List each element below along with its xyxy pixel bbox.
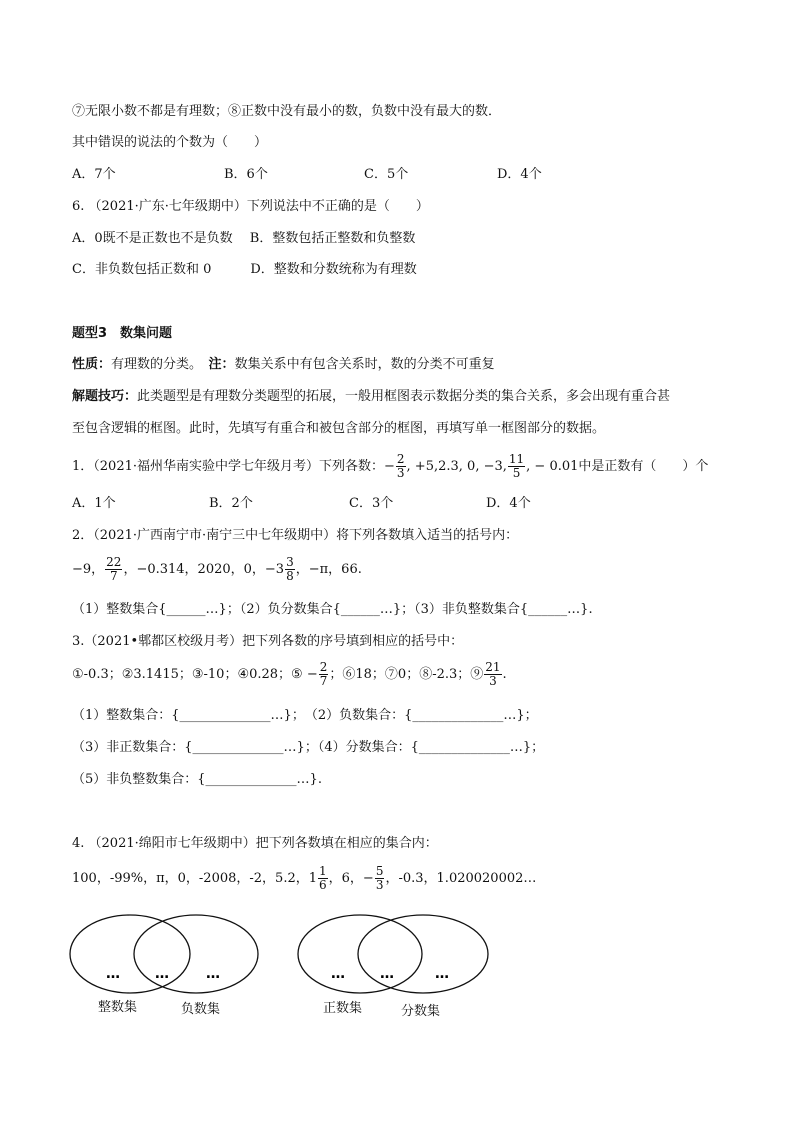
numerator: 5 [375,864,384,878]
positive-set-label: 正数集 [323,1001,363,1016]
items-end: . [502,667,507,682]
question-3-sets-2: （3）非正数集合：{______________…}；（4）分数集合：{______________…}； [72,740,545,755]
question-2: 2．（2021·广西南宁市·南宁三中七年级期中）将下列各数填入适当的括号内： [72,528,519,543]
fraction-3-8 [285,556,295,583]
numerator: 22 [106,555,122,569]
section-title: 题型3 数集问题 [72,326,173,341]
fraction-2-7 [319,661,329,688]
question-1-numbers: , +5,2.3, 0, −3, [406,459,507,474]
property-text: 有理数的分类。 [111,357,196,372]
nums-a: 100，-99%，π，0，-2008，-2，5.2，1 [72,871,318,886]
denominator: 7 [319,674,328,688]
note-text: 数集关系中有包含关系时，数的分类不可重复 [234,357,495,372]
num-a: −9， [72,562,105,577]
option-a: A．7个 [72,167,116,182]
dots-middle: … [155,966,169,982]
dots-right: … [435,966,449,982]
denominator: 3 [396,466,405,480]
fraction-22-7 [105,556,122,583]
numerator: 1 [319,864,327,878]
question-3: 3.（2021•郫都区校级月考）把下列各数的序号填到相应的括号中： [72,634,464,649]
dots-right: … [206,966,220,982]
mixed-fraction-1-6 [318,865,328,892]
fraction-5-3 [375,865,385,892]
fraction-21-3 [484,661,501,688]
numerator: 2 [396,452,405,466]
option-d: D．4个 [497,167,542,182]
denominator: 8 [286,569,294,583]
items-a: ①-0.3；②3.1415；③-10；④0.28；⑤ − [72,667,318,682]
venn-diagram-positives-fractions [295,913,495,995]
tip-text-1: 此类题型是有理数分类题型的拓展，一般用框图表示数据分类的集合关系，多会出现有重合甚 [137,389,671,404]
denominator: 3 [375,878,384,892]
numerator: 2 [319,660,328,674]
statement-7-8: ⑦无限小数不都是有理数；⑧正数中没有最小的数，负数中没有最大的数． [72,104,502,119]
question-6: 6. （2021·广东·七年级期中）下列说法中不正确的是（ ） [72,199,429,214]
tip-label: 解题技巧： [72,389,138,404]
question-4: 4. （2021·绵阳市七年级期中）把下列各数填在相应的集合内： [72,836,438,851]
negative-set-ellipse [134,915,258,993]
question-3-items [72,660,507,690]
num-b: ，−0.314，2020，0，−3 [123,562,285,577]
property-label: 性质： [72,357,112,372]
fraction-11-5 [508,453,525,480]
option-b: B．6个 [224,167,268,182]
question-6-options-cd: C．非负数包括正数和 0 D．整数和分数统称为有理数 [72,262,417,277]
tip-line-1 [72,388,670,406]
tip-line-2: 至包含逻辑的框图。此时，先填写有重合和被包含部分的框图，再填写单一框图部分的数据。 [72,421,606,436]
fraction-2-3 [396,453,406,480]
integer-set-ellipse [70,915,190,993]
q1-option-b: B．2个 [209,496,253,511]
denominator: 7 [109,569,118,583]
q1-option-a: A．1个 [72,496,116,511]
negative-set-label: 负数集 [181,1002,221,1017]
nums-c: ，-0.3，1.020020002… [385,871,537,886]
q1-option-c: C．3个 [349,496,394,511]
dots-middle: … [380,966,394,982]
numerator: 11 [508,452,525,466]
question-6-options-ab: A．0既不是正数也不是负数 B．整数包括正整数和负整数 [72,231,416,246]
dots-left: … [331,966,345,982]
question-2-numbers [72,555,362,585]
q1-option-d: D．4个 [486,496,531,511]
numerator: 21 [485,660,501,674]
question-1 [72,452,708,482]
fraction-set-label: 分数集 [401,1004,441,1019]
denominator: 5 [512,466,521,480]
question-3-sets-1: （1）整数集合：{______________…}； （2）负数集合：{______________…}； [72,708,538,723]
option-c: C．5个 [364,167,409,182]
minus-sign: − [384,459,395,474]
denominator: 6 [319,878,327,892]
num-c: ，−π，66. [295,562,362,577]
question-1-prefix: 1．（2021·福州华南实验中学七年级月考）下列各数： [72,459,384,474]
question-4-numbers [72,862,536,896]
integer-set-label: 整数集 [98,1000,138,1015]
dots-left: … [106,966,120,982]
numerator: 3 [286,555,294,569]
question-1-suffix: , − 0.01中是正数有（ ）个 [526,459,709,474]
note-label: 注： [208,357,235,372]
question-2-sets: （1）整数集合{______…}；（2）负分数集合{______…}；（3）非负整数集合{______…}. [72,602,593,617]
nums-b: ，6，− [328,871,374,886]
denominator: 3 [489,674,497,688]
question-stem: 其中错误的说法的个数为（ ） [72,135,268,150]
fraction-set-ellipse [358,915,488,993]
question-3-sets-3: （5）非负整数集合：{______________…}. [72,772,322,787]
property-line [72,356,495,374]
positive-set-ellipse [298,915,422,993]
items-b: ；⑥18；⑦0；⑧-2.3；⑨ [329,667,484,682]
venn-diagram-integers-negatives [68,913,268,995]
